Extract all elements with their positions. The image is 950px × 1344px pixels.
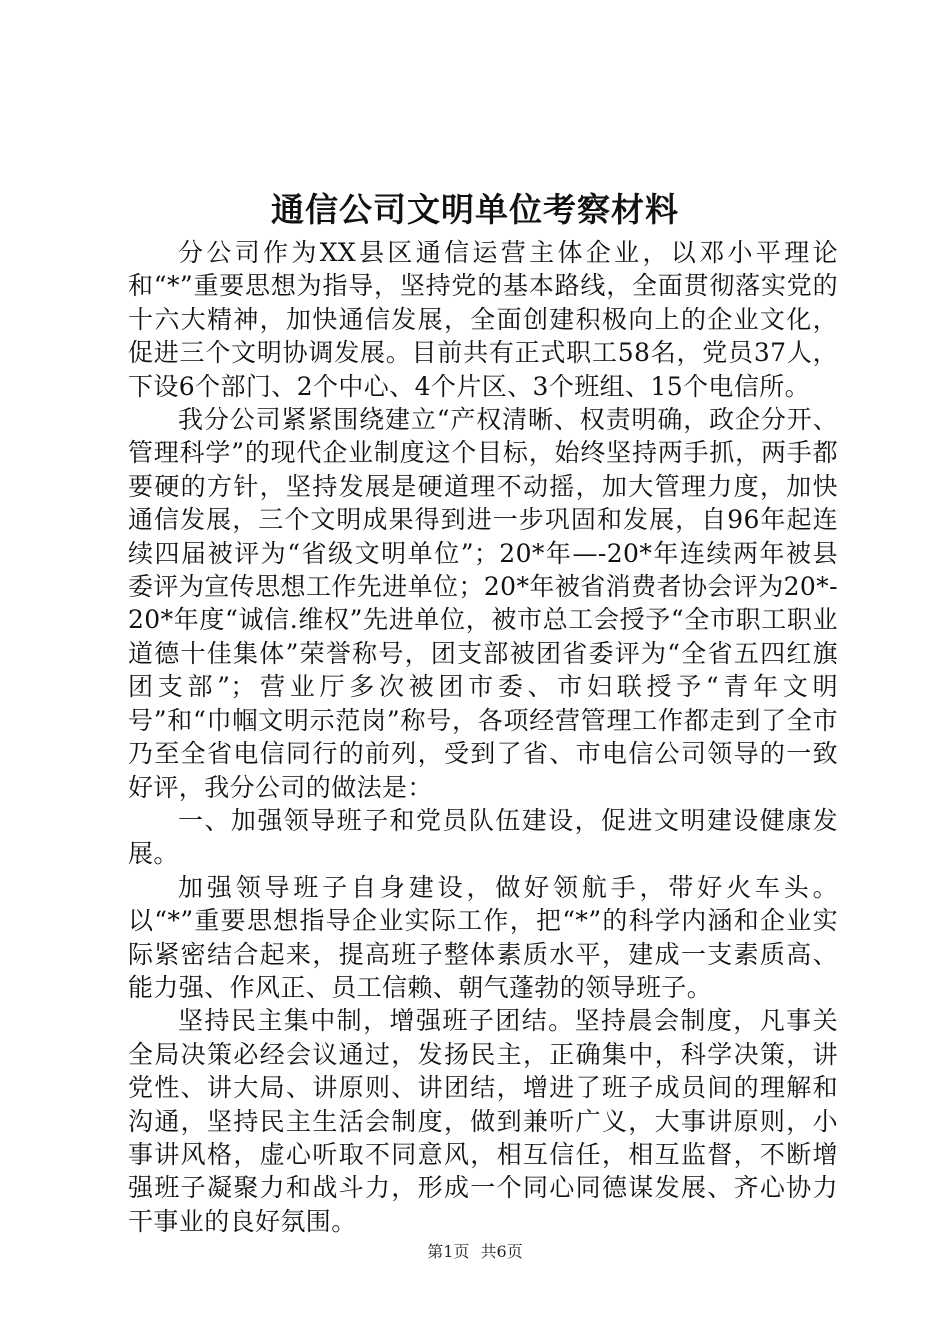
paragraph-intro: 分公司作为XX县区通信运营主体企业，以邓小平理论和“*”重要思想为指导，坚持党的基本路线，全面贯彻落实党的十六大精神，加快通信发展，全面创建积极向上的企业文化，促进三个文明协调发展。目前共有正式职工58名，党员37人，下设6个部门、2个中心、4个片区、3个班组、15个电信所。 xyxy=(128,238,838,401)
document-body xyxy=(128,236,838,1238)
page-footer xyxy=(0,1240,950,1264)
paragraph-achievements: 我分公司紧紧围绕建立“产权清晰、权责明确，政企分开、管理科学”的现代企业制度这个目标，始终坚持两手抓，两手都要硬的方针，坚持发展是硬道理不动摇，加大管理力度，加快通信发展，三个文明成果得到进一步巩固和发展，自96年起连续四届被评为“省级文明单位”；20*年—-20*年连续两年被县委评为宣传思想工作先进单位；20*年被省消费者协会评为20*-20*年度“诚信.维权”先进单位，被市总工会授予“全市职工职业道德十佳集体”荣誉称号，团支部被团省委评为“全省五四红旗团支部”；营业厅多次被团市委、市妇联授予“青年文明号”和“巾帼文明示范岗”称号，各项经营管理工作都走到了全市乃至全省电信同行的前列，受到了省、市电信公司领导的一致好评，我分公司的做法是： xyxy=(128,405,838,802)
paragraph-leadership: 加强领导班子自身建设，做好领航手，带好火车头。以“*”重要思想指导企业实际工作，把“*”的科学内涵和企业实际紧密结合起来，提高班子整体素质水平，建成一支素质高、能力强、作风正、员工信赖、朝气蓬勃的领导班子。 xyxy=(128,872,838,1002)
paragraph-democracy: 坚持民主集中制，增强班子团结。坚持晨会制度，凡事关全局决策必经会议通过，发扬民主，正确集中，科学决策，讲党性、讲大局、讲原则、讲团结，增进了班子成员间的理解和沟通，坚持民主生活会制度，做到兼听广义，大事讲原则，小事讲风格，虚心听取不同意风，相互信任，相互监督，不断增强班子凝聚力和战斗力，形成一个同心同德谋发展、齐心协力干事业的良好氛围。 xyxy=(128,1006,838,1236)
page-total: 共6页 xyxy=(480,1242,523,1261)
section-heading-1: 一、加强领导班子和党员队伍建设，促进文明建设健康发展。 xyxy=(128,805,838,869)
page-number: 第1页 xyxy=(427,1242,470,1261)
document-title: 通信公司文明单位考察材料 xyxy=(271,190,679,229)
